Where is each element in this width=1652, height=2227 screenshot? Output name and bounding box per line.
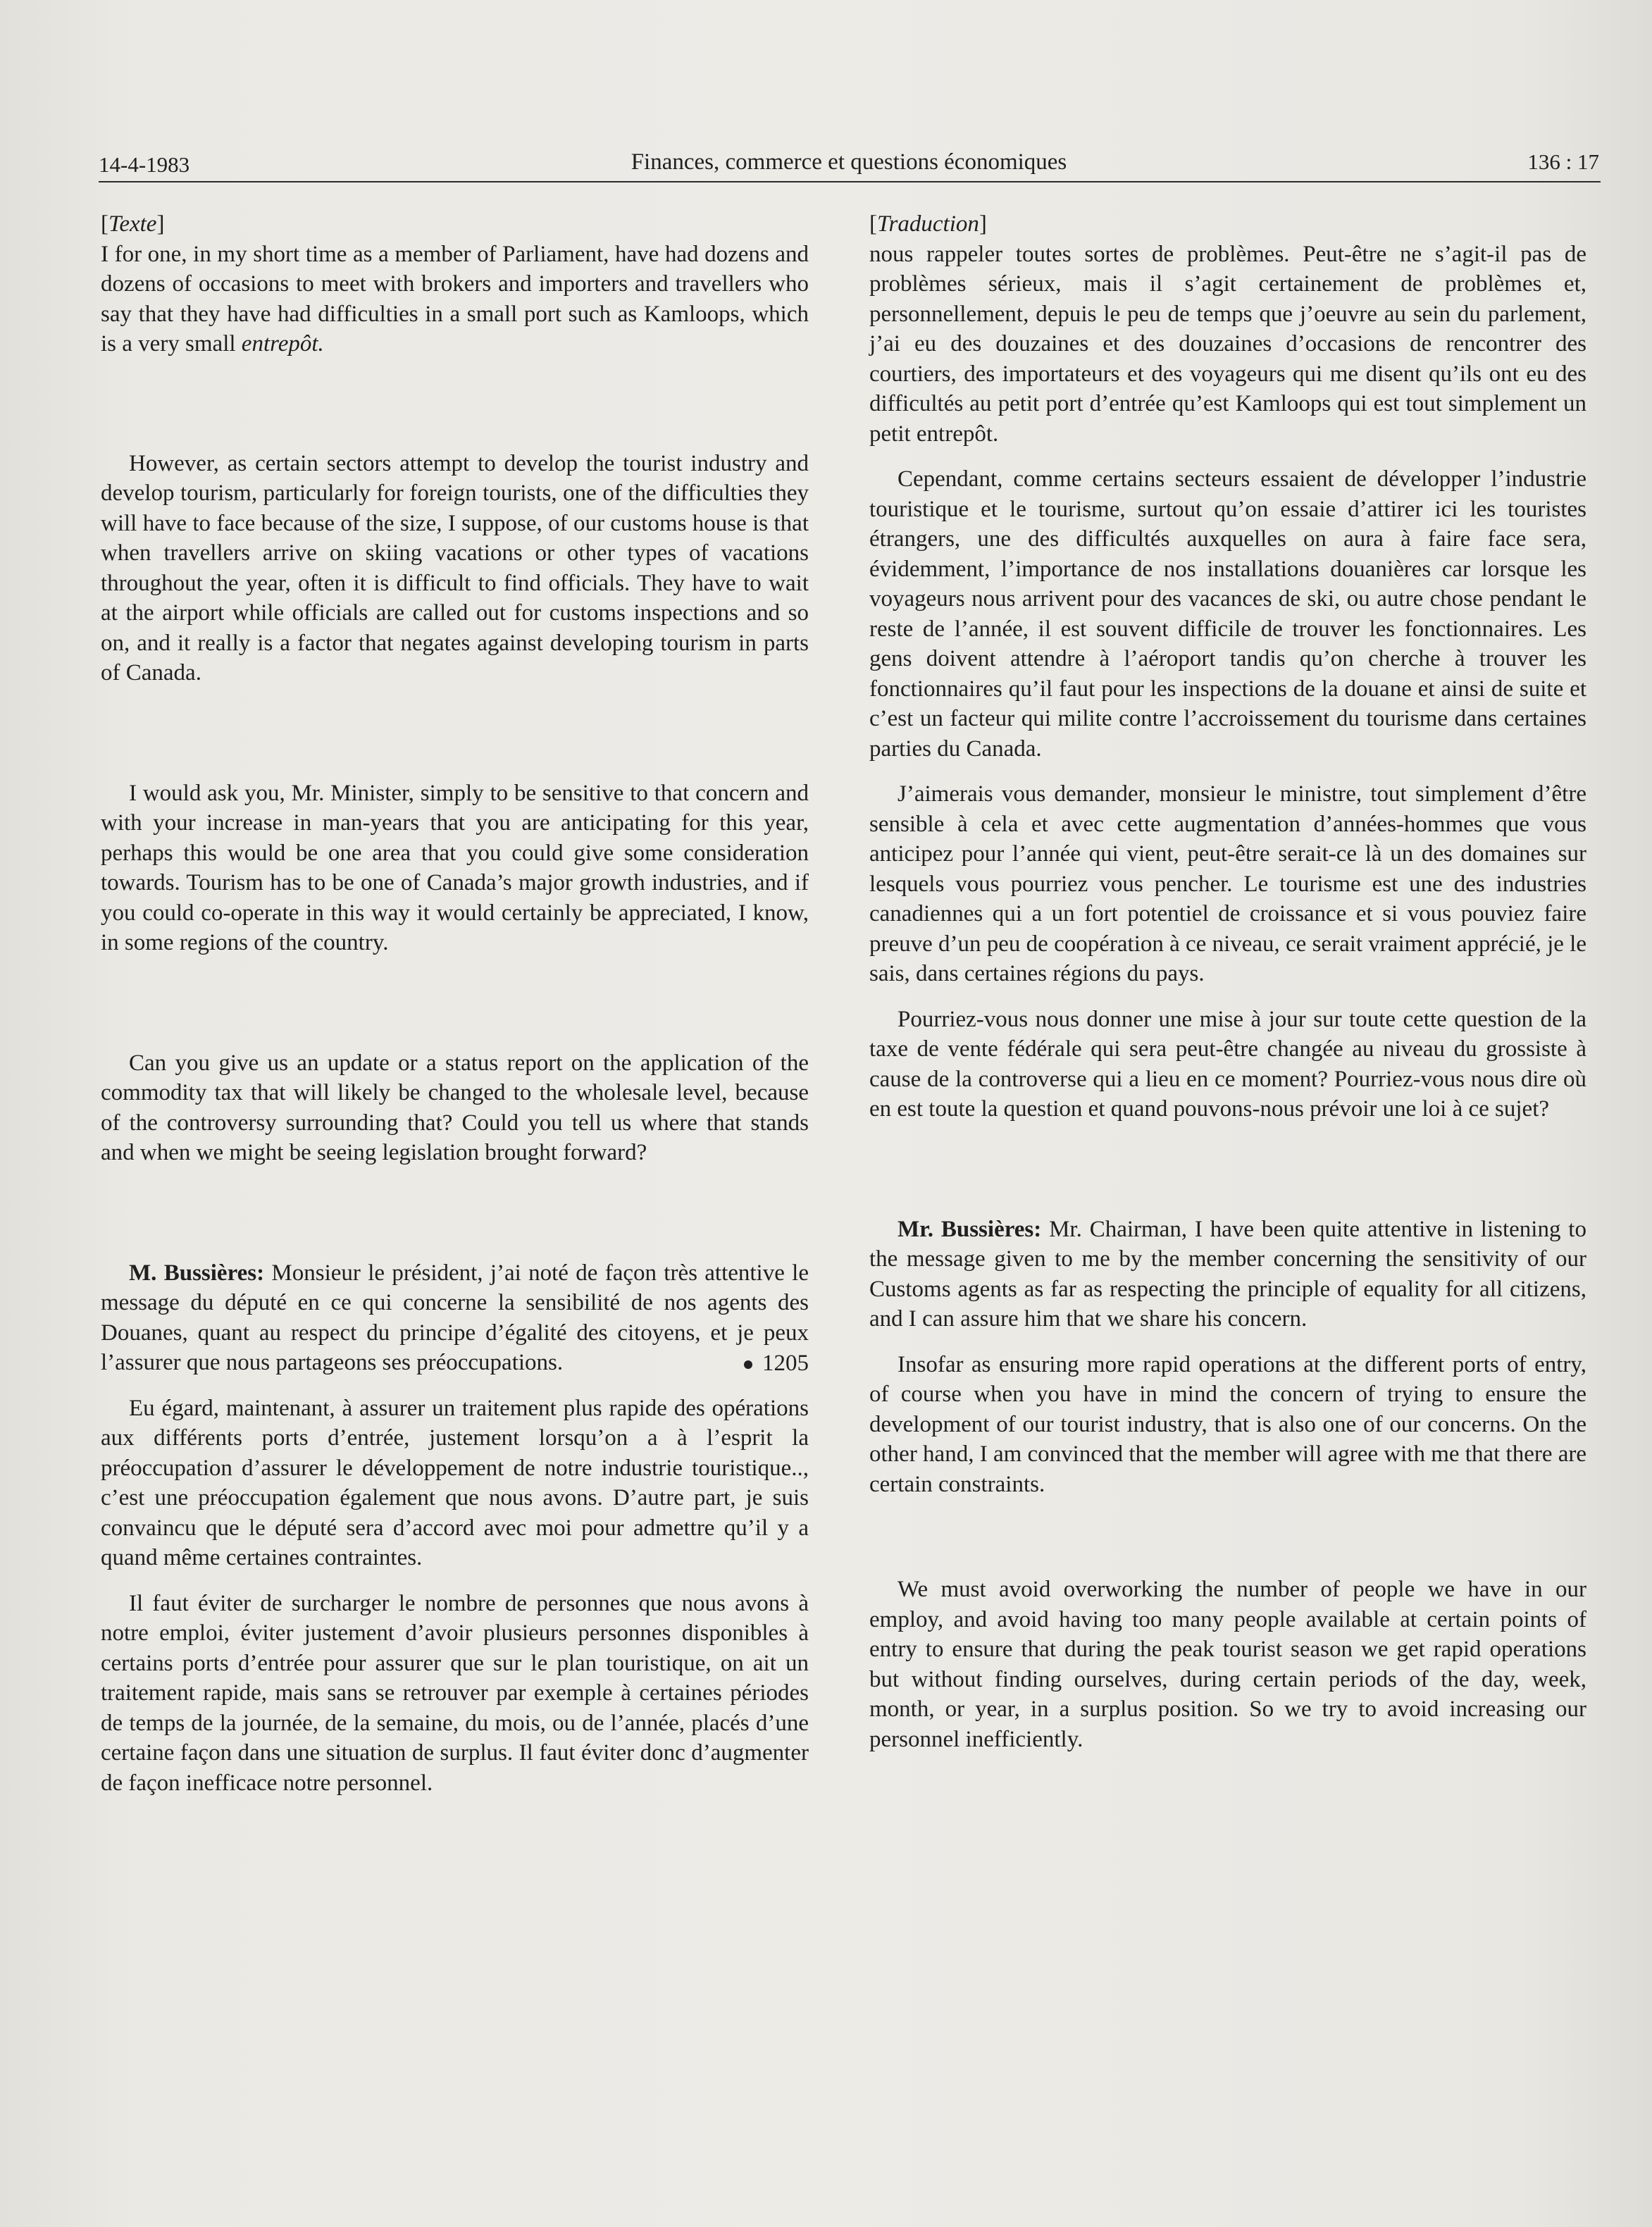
right-paragraph-7: We must avoid overworking the number of people we have in our employ, and avoid having too many people available at certain points of entry to ensure that during the peak tourist season we get rapid operations but without finding ourselves, during certain periods of the day, week, month, or year, in a surplus position. So we try to avoid increasing our personnel inefficiently. bbox=[869, 1577, 1586, 1752]
left-paragraph-2: However, as certain sectors attempt to develop the tourist industry and develop tourism, particularly for foreign tourists, one of the difficulties they will have to face because of the size, I suppose, of our customs house is that when travellers arrive on skiing vacations or other types of vacations throughout the year, often it is difficult to find officials. They have to wait at the airport while officials are called out for customs inspections and so on, and it really is a factor that negates against developing tourism in parts of Canada. bbox=[101, 450, 809, 686]
right-paragraph-6: Insofar as ensuring more rapid operations at the different ports of entry, of course when you have in mind the concern of trying to ensure the development of our tourist industry, that is also one of our concerns. On the other hand, I am convinced that the member will agree with me that there are certain constraints. bbox=[869, 1351, 1587, 1497]
right-paragraph-2: Cependant, comme certains secteurs essaient de développer l’industrie touristique et le tourisme, surtout qu’on essaie d’attirer ici les touristes étrangers, une des difficultés auxquelles on aura à faire face sera, évidemment, l’importance de nos installations douanières car lorsque les voyageurs nous arrivent pour des vacances de ski, ou autre chose pendant le reste de l’année, il est souvent difficile de trouver les fonctionnaires. Les gens doivent attendre à l’aéroport tandis qu’on cherche à trouver les fonctionnaires qu’il faut pour les inspections de la douane et ainsi de suite et c’est un facteur qui milite contre l’accroissement du tourisme dans certaines parties du Canada. bbox=[869, 466, 1586, 762]
left-label: [Texte] bbox=[101, 211, 165, 237]
left-paragraph-1: I for one, in my short time as a member of Parliament, have had dozens and dozens of occasions to meet with brokers and importers and travellers who say that they have had difficulties in a small port such as Kamloops, which is a very small entrepôt. bbox=[101, 241, 809, 356]
left-paragraph-3: I would ask you, Mr. Minister, simply to be sensitive to that concern and with your increase in man-years that you are anticipating for this year, perhaps this would be one area that you could give some consideration towards. Tourism has to be one of Canada’s major growth industries, and if you could co-operate in this way it would certainly be appreciated, I know, in some regions of the country. bbox=[101, 780, 809, 955]
left-paragraph-6: Eu égard, maintenant, à assurer un traitement plus rapide des opérations aux différents ports d’entrée, justement lorsqu’on a à l’esprit la préoccupation d’assurer le développement de notre industrie touristique.., c’est une préoccupation également que nous avons. D’autre part, je suis convaincu que le député sera d’accord avec moi pour admettre qu’il y a quand même certaines contraintes. bbox=[101, 1395, 809, 1570]
header-title: Finances, commerce et questions économiques bbox=[631, 149, 1067, 175]
page-header bbox=[99, 144, 1599, 180]
left-paragraph-5: M. Bussières: Monsieur le président, j’ai noté de façon très attentive le message du député en ce qui concerne la sensibilité de nos agents des Douanes, quant au respect du principe d’égalité des citoyens, et je peux l’assurer que nous partageons ses préoccupations. bbox=[101, 1260, 809, 1375]
left-paragraph-4: Can you give us an update or a status report on the application of the commodity tax that will likely be changed to the wholesale level, because of the controversy surrounding that? Could you tell us where that stands and when we might be seeing legislation brought forward? bbox=[101, 1050, 809, 1165]
right-paragraph-4: Pourriez-vous nous donner une mise à jour sur toute cette question de la taxe de vente fédérale qui sera peut-être changée au niveau du grossiste à cause de la controverse qui a lieu en ce moment? Pourriez-vous nous dire où en est toute la question et quand pouvons-nous prévoir une loi à ce sujet? bbox=[869, 1006, 1586, 1122]
bullet-icon bbox=[744, 1360, 752, 1369]
right-paragraph-3: J’aimerais vous demander, monsieur le ministre, tout simplement d’être sensible à cela et avec cette augmentation d’années-hommes que vous anticipez pour l’année qui vient, peut-être serait-ce là un des domaines sur lesquels vous pourriez vous pencher. Le tourisme est une des industries canadiennes qui a un fort potentiel de croissance et si vous pouviez faire preuve d’un peu de coopération à ce niveau, ce serait vraiment apprécié, je le sais, dans certaines régions du pays. bbox=[869, 781, 1586, 986]
left-paragraph-7: Il faut éviter de surcharger le nombre de personnes que nous avons à notre emploi, éviter justement d’avoir plusieurs personnes disponibles à certains ports d’entrée pour assurer que sur le plan touristique, on ait un traitement rapide, mais sans se retrouver par exemple à certaines périodes de temps de la journée, de la semaine, du mois, ou de l’année, placés d’une certaine façon dans une situation de surplus. Il faut éviter donc d’augmenter de façon inefficace notre personnel. bbox=[101, 1590, 809, 1796]
header-page-number: 136 : 17 bbox=[1527, 149, 1599, 174]
left-column bbox=[101, 209, 809, 1798]
header-date: 14-4-1983 bbox=[99, 152, 190, 177]
time-marker: 1205 bbox=[101, 1351, 809, 1377]
right-column bbox=[869, 209, 1586, 1754]
right-paragraph-1: nous rappeler toutes sortes de problèmes. Peut-être ne s’agit-il pas de problèmes sérieux, mais il s’agit certainement de problèmes et, personnellement, depuis le peu de temps que j’oeuvre au sein du parlement, j’ai eu des douzaines et des douzaines d’occasions de rencontrer des courtiers, des importateurs et des voyageurs qui me disent qu’ils ont eu des difficultés au petit port d’entrée qu’est Kamloops qui est tout simplement un petit entrepôt. bbox=[869, 241, 1586, 447]
right-label: [Traduction] bbox=[869, 211, 987, 237]
header-rule bbox=[99, 181, 1601, 182]
right-paragraph-5: Mr. Bussières: Mr. Chairman, I have been quite attentive in listening to the message given to me by the member concerning the sensitivity of our Customs agents as far as respecting the principle of equality for all citizens, and I can assure him that we share his concern. bbox=[869, 1216, 1586, 1332]
